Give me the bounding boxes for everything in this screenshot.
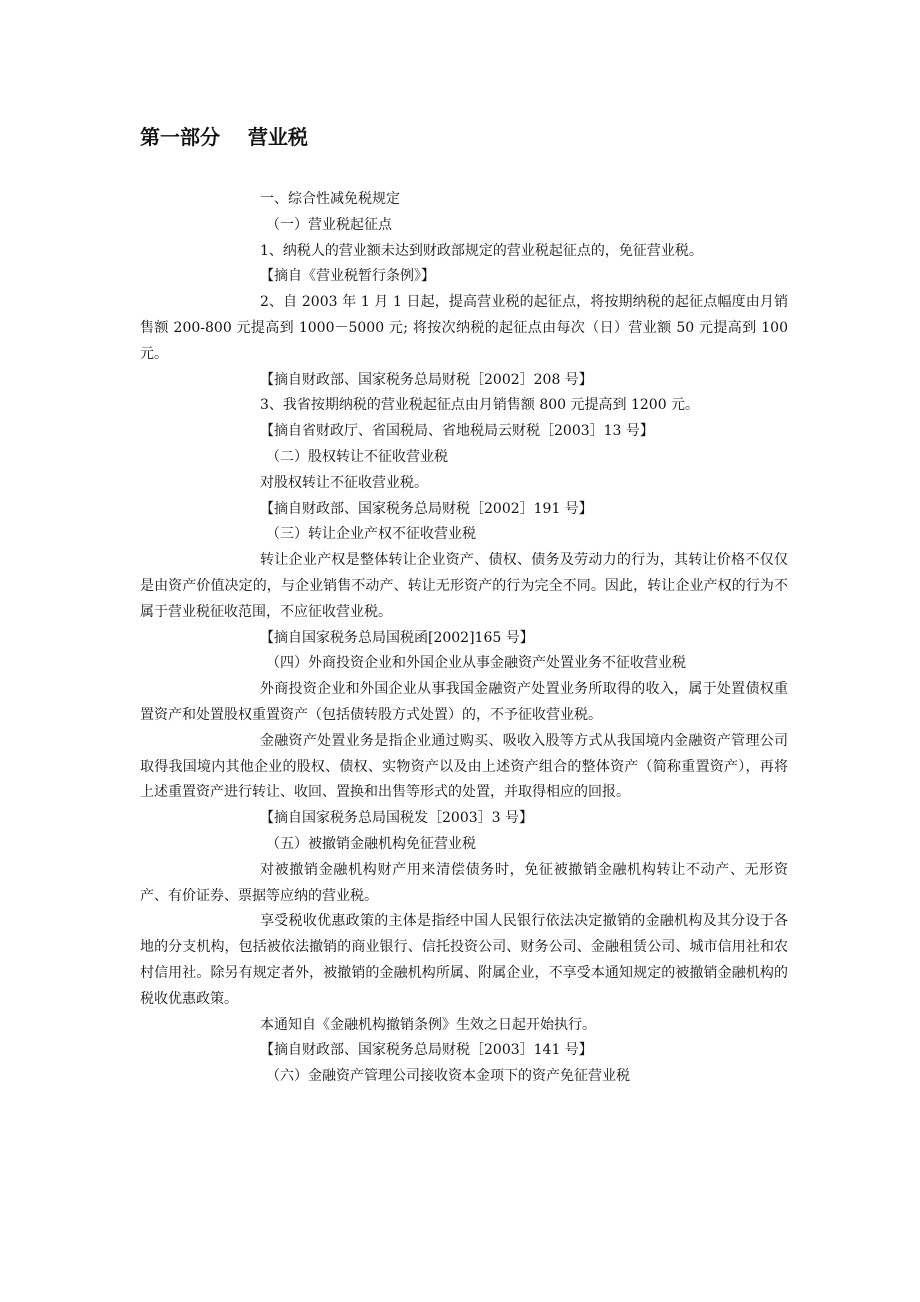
subsection-heading: （二）股权转让不征收营业税 xyxy=(266,448,448,465)
section-heading: 一、综合性减免税规定 xyxy=(260,191,400,207)
paragraph: 金融资产处置业务是指企业通过购买、吸收入股等方式从我国境内金融资产管理公司取得我国境内其他企业的股权、债权、实物资产以及由上述资产组合的整体资产（简称重置资产），再将上述重置资产进行转让、收回、置换和出售等形式的处置，并取得相应的回报。 xyxy=(140,732,788,801)
citation: 【摘自财政部、国家税务总局财税［2002］208 号】 xyxy=(260,371,593,388)
subsection-heading: （三）转让企业产权不征收营业税 xyxy=(266,526,476,543)
subsection-heading: （五）被撤销金融机构免征营业税 xyxy=(266,835,476,852)
citation: 【摘自国家税务总局国税函[2002]165 号】 xyxy=(260,629,534,646)
paragraph: 对股权转让不征收营业税。 xyxy=(260,474,428,491)
paragraph: 对被撤销金融机构财产用来清偿债务时，免征被撤销金融机构转让不动产、无形资产、有价证券、票据等应纳的营业税。 xyxy=(140,861,788,904)
subsection-heading: （四）外商投资企业和外国企业从事金融资产处置业务不征收营业税 xyxy=(266,655,686,672)
paragraph: 本通知自《金融机构撤销条例》生效之日起开始执行。 xyxy=(260,1016,596,1033)
paragraph: 外商投资企业和外国企业从事我国金融资产处置业务所取得的收入，属于处置债权重置资产和处置股权重置资产（包括债转股方式处置）的，不予征收营业税。 xyxy=(140,681,788,723)
paragraph: 1、纳税人的营业额未达到财政部规定的营业税起征点的，免征营业税。 xyxy=(260,242,703,259)
paragraph: 转让企业产权是整体转让企业资产、债权、债务及劳动力的行为，其转让价格不仅仅是由资产价值决定的，与企业销售不动产、转让无形资产的行为完全不同。因此，转让企业产权的行为不属于营业税征收范围，不应征收营业税。 xyxy=(140,552,788,620)
citation: 【摘自财政部、国家税务总局财税［2003］141 号】 xyxy=(260,1042,593,1059)
subsection-heading: （一）营业税起征点 xyxy=(266,216,392,233)
paragraph: 2、自 2003 年 1 月 1 日起，提高营业税的起征点，将按期纳税的起征点幅度由月销售额 200-800 元提高到 1000－5000 元; 将按次纳税的起征点由每次（日）营业额 50 元提高到 100 元。 xyxy=(140,294,788,362)
paragraph: 3、我省按期纳税的营业税起征点由月销售额 800 元提高到 1200 元。 xyxy=(260,397,700,414)
paragraph: 享受税收优惠政策的主体是指经中国人民银行依法决定撤销的金融机构及其分设于各地的分支机构，包括被依法撤销的商业银行、信托投资公司、财务公司、金融租赁公司、城市信用社和农村信用社。除另有规定者外，被撤销的金融机构所属、附属企业，不享受本通知规定的被撤销金融机构的税收优惠政策。 xyxy=(140,913,788,1007)
citation: 【摘自国家税务总局国税发［2003］3 号】 xyxy=(260,810,533,827)
citation: 【摘自省财政厅、省国税局、省地税局云财税［2003］13 号】 xyxy=(260,423,654,440)
document-body xyxy=(140,187,788,1090)
subsection-heading: （六）金融资产管理公司接收资本金项下的资产免征营业税 xyxy=(266,1068,630,1085)
citation: 【摘自财政部、国家税务总局财税［2002］191 号】 xyxy=(260,500,593,517)
page-title: 第一部分 营业税 xyxy=(140,125,308,149)
citation: 【摘自《营业税暂行条例》】 xyxy=(260,268,435,285)
